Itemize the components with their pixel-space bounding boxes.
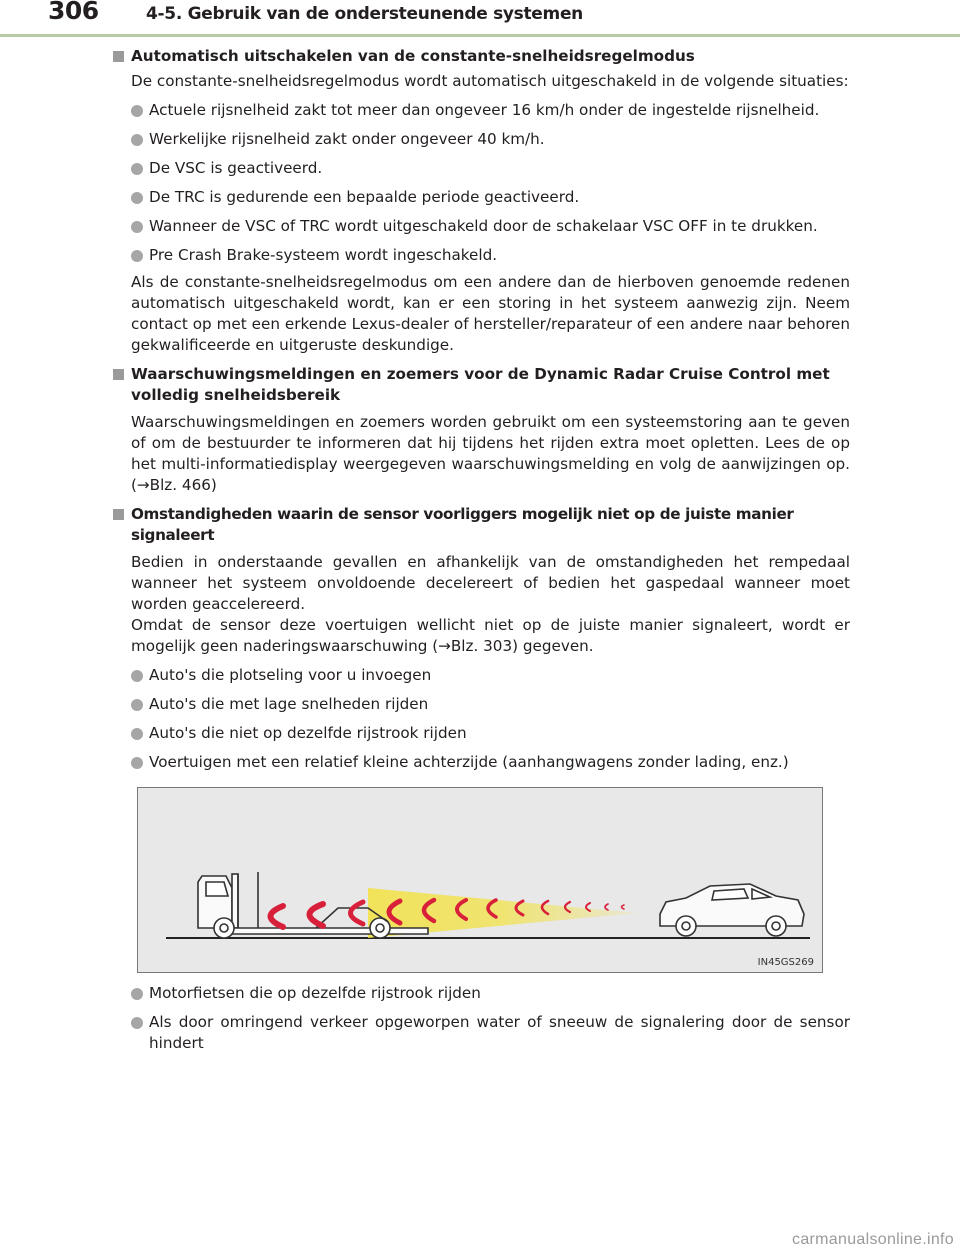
list-item-text: De VSC is geactiveerd. bbox=[149, 159, 323, 177]
section-title-text: Automatisch uitschakelen van de constante-snelheidsregelmodus bbox=[131, 47, 695, 65]
list-item-text: Pre Crash Brake-systeem wordt ingeschakeld. bbox=[149, 246, 498, 264]
list-item bbox=[131, 245, 850, 266]
paragraph: Waarschuwingsmeldingen en zoemers worden gebruikt om een systeemstoring aan te geven of om de bestuurder te informeren dat hij tijdens het rijden extra moet opletten. Lees de op het multi-informatiedisplay weergegeven waarschuwingsmelding en volg de aanwijzingen op. (→Blz. 466) bbox=[131, 413, 850, 494]
radar-illustration bbox=[137, 787, 823, 973]
list-item-text: Auto's die met lage snelheden rijden bbox=[149, 695, 429, 713]
header-rule bbox=[0, 34, 960, 37]
list-item-text: Motorfietsen die op dezelfde rijstrook rijden bbox=[149, 984, 481, 1002]
list-item bbox=[131, 723, 850, 744]
figure-id: IN45GS269 bbox=[757, 957, 814, 968]
list-item bbox=[131, 665, 850, 686]
list-item-text: Voertuigen met een relatief kleine achterzijde (aanhangwagens zonder lading, enz.) bbox=[149, 753, 789, 771]
page-header bbox=[0, 0, 960, 34]
list-item bbox=[131, 694, 850, 715]
list-item-text: Actuele rijsnelheid zakt tot meer dan ongeveer 16 km/h onder de ingestelde rijsnelheid. bbox=[149, 101, 820, 119]
chapter-title: 4-5. Gebruik van de ondersteunende systemen bbox=[146, 4, 583, 24]
list-item-text: Wanneer de VSC of TRC wordt uitgeschakeld door de schakelaar VSC OFF in te drukken. bbox=[149, 217, 818, 235]
list-item bbox=[131, 216, 850, 237]
list-item bbox=[131, 158, 850, 179]
section-square-icon bbox=[113, 369, 124, 380]
bullet-dot-icon bbox=[131, 670, 143, 682]
list-item bbox=[131, 129, 850, 150]
section-title-warnings bbox=[113, 364, 850, 406]
bullet-dot-icon bbox=[131, 988, 143, 1000]
bullet-dot-icon bbox=[131, 221, 143, 233]
bullet-dot-icon bbox=[131, 699, 143, 711]
section-title-sensor bbox=[113, 504, 852, 546]
paragraph: Bedien in onderstaande gevallen en afhankelijk van de omstandigheden het rempedaal wanneer het systeem onvoldoende decelereert of bedien het gaspedaal wanneer moet worden geaccelereerd. bbox=[131, 553, 850, 613]
list-item-text: De TRC is gedurende een bepaalde periode geactiveerd. bbox=[149, 188, 580, 206]
list-item bbox=[131, 187, 850, 208]
paragraph: Omdat de sensor deze voertuigen wellicht niet op de juiste manier signaleert, wordt er mogelijk geen naderingswaarschuwing (→Blz. 303) gegeven. bbox=[131, 616, 850, 655]
bullet-dot-icon bbox=[131, 105, 143, 117]
bullet-dot-icon bbox=[131, 134, 143, 146]
bullet-dot-icon bbox=[131, 1017, 143, 1029]
radar-illustration-drawing bbox=[138, 788, 824, 974]
page-number: 306 bbox=[48, 0, 99, 25]
list-item bbox=[131, 100, 850, 121]
list-item-text: Werkelijke rijsnelheid zakt onder ongeveer 40 km/h. bbox=[149, 130, 545, 148]
list-item bbox=[131, 983, 850, 1004]
bullet-dot-icon bbox=[131, 728, 143, 740]
list-item-text: Als door omringend verkeer opgeworpen water of sneeuw de signalering door de sensor hindert bbox=[149, 1013, 850, 1052]
list-item bbox=[131, 752, 850, 773]
section-square-icon bbox=[113, 509, 124, 520]
section-title-auto-cancel bbox=[113, 46, 850, 67]
bullet-dot-icon bbox=[131, 163, 143, 175]
watermark: carmanualsonline.info bbox=[792, 1231, 954, 1248]
list-item-text: Auto's die plotseling voor u invoegen bbox=[149, 666, 432, 684]
paragraph: Als de constante-snelheidsregelmodus om een andere dan de hierboven genoemde redenen automatisch uitgeschakeld wordt, kan er een storing in het systeem aanwezig zijn. Neem contact op met een erkende Lexus-dealer of hersteller/reparateur of een andere naar behoren gekwalificeerde en uitgeruste deskundige. bbox=[131, 273, 850, 354]
bullet-dot-icon bbox=[131, 192, 143, 204]
section-square-icon bbox=[113, 51, 124, 62]
list-item-text: Auto's die niet op dezelfde rijstrook rijden bbox=[149, 724, 467, 742]
paragraph: De constante-snelheidsregelmodus wordt automatisch uitgeschakeld in de volgende situaties: bbox=[131, 72, 849, 90]
list-item bbox=[131, 1012, 850, 1054]
section-title-text: Omstandigheden waarin de sensor voorliggers mogelijk niet op de juiste manier signaleert bbox=[131, 505, 794, 544]
section-title-text: Waarschuwingsmeldingen en zoemers voor de Dynamic Radar Cruise Control met volledig snelheidsbereik bbox=[131, 365, 830, 404]
page-content bbox=[0, 46, 960, 1054]
bullet-dot-icon bbox=[131, 757, 143, 769]
car-icon bbox=[660, 884, 804, 936]
bullet-dot-icon bbox=[131, 250, 143, 262]
